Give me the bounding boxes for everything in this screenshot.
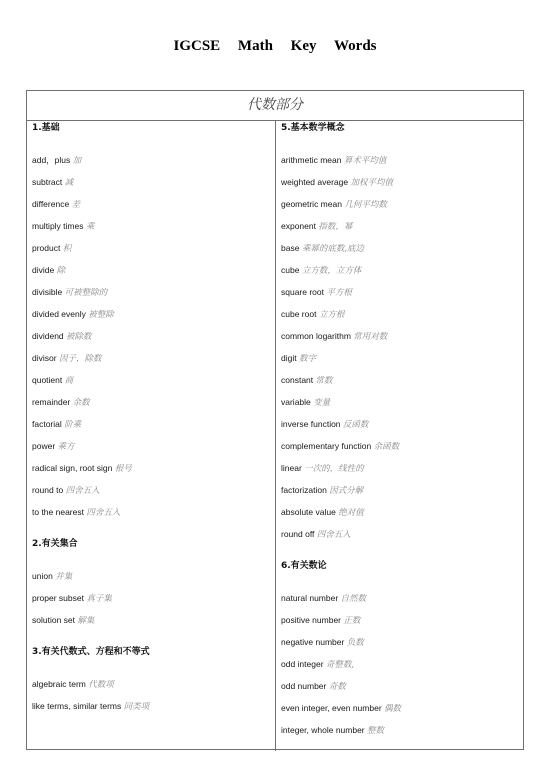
- english-term: subtract: [32, 177, 63, 187]
- chinese-translation: 可被整除的: [64, 288, 108, 298]
- section-title: 6.有关数论: [281, 561, 327, 571]
- english-term: to the nearest: [32, 507, 84, 517]
- vocab-entry: [281, 171, 521, 193]
- vocab-entry: [281, 215, 521, 237]
- vocab-entry: [281, 259, 521, 281]
- english-term: dividend: [32, 331, 64, 341]
- left-column: [32, 121, 272, 751]
- vocab-entry: [281, 479, 521, 501]
- section-spacer: [281, 135, 521, 149]
- chinese-translation: 常数: [315, 376, 333, 386]
- english-term: union: [32, 571, 53, 581]
- chinese-translation: 整数: [367, 726, 385, 736]
- chinese-translation: 数字: [298, 354, 316, 364]
- chinese-translation: 被除数: [66, 332, 92, 342]
- chinese-translation: 负数: [346, 638, 364, 648]
- english-term: radical sign, root sign: [32, 463, 113, 473]
- right-column: [281, 121, 521, 751]
- chinese-translation: 差: [71, 200, 81, 210]
- chinese-translation: 余数: [72, 398, 90, 408]
- chinese-translation: 立方根: [318, 310, 345, 320]
- vocabulary-table: [26, 90, 524, 750]
- vocab-entry: [32, 609, 272, 631]
- english-term: absolute value: [281, 507, 336, 517]
- chinese-translation: 被整除: [88, 310, 114, 320]
- english-term: complementary function: [281, 441, 372, 451]
- section-title: 3.有关代数式、方程和不等式: [32, 647, 150, 657]
- vocab-entry: [32, 303, 272, 325]
- section-title: 5.基本数学概念: [281, 123, 345, 133]
- english-term: proper subset: [32, 593, 84, 603]
- section-spacer: [281, 573, 521, 587]
- chinese-translation: 商: [64, 376, 74, 386]
- vocab-entry: [32, 479, 272, 501]
- english-term: natural number: [281, 593, 339, 603]
- chinese-translation: 反函数: [342, 420, 369, 430]
- english-term: constant: [281, 375, 314, 385]
- chinese-translation: 真子集: [86, 594, 112, 604]
- vocab-entry: [281, 523, 521, 545]
- page-title: IGCSE Math Key Words: [173, 38, 377, 54]
- chinese-translation: 乘方: [57, 442, 75, 452]
- chinese-translation: 减: [64, 178, 74, 188]
- vocab-entry: [281, 193, 521, 215]
- vocab-entry: [32, 347, 272, 369]
- chinese-translation: 余函数: [373, 442, 400, 452]
- chinese-translation: 立方数，立方体: [301, 266, 362, 276]
- vocab-entry: [32, 325, 272, 347]
- english-term: difference: [32, 199, 70, 209]
- english-term: even integer, even number: [281, 703, 382, 713]
- chinese-translation: 积: [62, 244, 72, 254]
- vocab-entry: [281, 631, 521, 653]
- chinese-translation: 加权平均值: [350, 178, 393, 188]
- vocab-entry: [32, 391, 272, 413]
- english-term: arithmetic mean: [281, 155, 342, 165]
- vocab-entry: [32, 501, 272, 523]
- english-term: divisor: [32, 353, 57, 363]
- english-term: quotient: [32, 375, 63, 385]
- vocab-entry: [32, 695, 272, 717]
- chinese-translation: 因式分解: [329, 486, 364, 496]
- vocab-entry: [281, 697, 521, 719]
- section-gap: [281, 545, 521, 559]
- english-term: odd number: [281, 681, 327, 691]
- vocab-entry: [281, 391, 521, 413]
- chinese-translation: 变量: [313, 398, 331, 408]
- vocab-entry: [281, 325, 521, 347]
- vocab-entry: [281, 347, 521, 369]
- english-term: digit: [281, 353, 297, 363]
- table-header: 代数部分: [27, 91, 523, 121]
- vocab-entry: [32, 281, 272, 303]
- chinese-translation: 平方根: [326, 288, 352, 298]
- vocab-entry: [281, 303, 521, 325]
- vocab-entry: [281, 587, 521, 609]
- vocab-entry: [281, 369, 521, 391]
- chinese-translation: 一次的，线性的: [304, 464, 364, 474]
- chinese-translation: 四舍五入: [316, 530, 351, 540]
- chinese-translation: 加: [72, 156, 82, 166]
- vocab-entry: [32, 435, 272, 457]
- chinese-translation: 绝对值: [338, 508, 364, 518]
- english-term: divide: [32, 265, 55, 275]
- english-term: variable: [281, 397, 311, 407]
- english-term: divided evenly: [32, 309, 86, 319]
- english-term: negative number: [281, 637, 345, 647]
- english-term: odd integer: [281, 659, 324, 669]
- vocab-entry: [281, 719, 521, 741]
- english-term: round off: [281, 529, 315, 539]
- english-term: inverse function: [281, 419, 341, 429]
- vocab-entry: [281, 237, 521, 259]
- english-term: square root: [281, 287, 324, 297]
- english-term: add，plus: [32, 155, 71, 165]
- vocab-entry: [32, 369, 272, 391]
- english-term: remainder: [32, 397, 71, 407]
- section-gap: [32, 631, 272, 645]
- vocab-entry: [281, 457, 521, 479]
- vocab-entry: [281, 609, 521, 631]
- vocab-entry: [32, 413, 272, 435]
- vocab-entry: [281, 435, 521, 457]
- chinese-translation: 自然数: [340, 594, 367, 604]
- chinese-translation: 根号: [114, 464, 132, 474]
- chinese-translation: 同类项: [123, 702, 150, 712]
- vocab-entry: [32, 673, 272, 695]
- english-term: round to: [32, 485, 64, 495]
- section-spacer: [32, 659, 272, 673]
- english-term: geometric mean: [281, 199, 342, 209]
- vocab-entry: [32, 215, 272, 237]
- vocab-entry: [281, 413, 521, 435]
- chinese-translation: 正数: [343, 616, 361, 626]
- english-term: common logarithm: [281, 331, 351, 341]
- english-term: exponent: [281, 221, 316, 231]
- section-spacer: [32, 551, 272, 565]
- vocab-entry: [32, 587, 272, 609]
- chinese-translation: 并集: [55, 572, 73, 582]
- english-term: power: [32, 441, 56, 451]
- english-term: cube root: [281, 309, 317, 319]
- chinese-translation: 常用对数: [353, 332, 388, 342]
- chinese-translation: 算术平均值: [343, 156, 387, 166]
- english-term: product: [32, 243, 61, 253]
- english-term: cube: [281, 265, 300, 275]
- vocab-entry: [32, 237, 272, 259]
- english-term: multiply times: [32, 221, 84, 231]
- chinese-translation: 四舍五入: [86, 508, 121, 518]
- english-term: positive number: [281, 615, 342, 625]
- english-term: algebraic term: [32, 679, 86, 689]
- chinese-translation: 偶数: [384, 704, 402, 714]
- english-term: factorization: [281, 485, 327, 495]
- english-term: base: [281, 243, 300, 253]
- vocab-entry: [281, 501, 521, 523]
- column-divider: [275, 121, 276, 751]
- section-gap: [32, 523, 272, 537]
- chinese-translation: 指数，幂: [318, 222, 353, 232]
- vocab-entry: [281, 281, 521, 303]
- english-term: divisible: [32, 287, 63, 297]
- section-spacer: [32, 135, 272, 149]
- vocab-entry: [32, 171, 272, 193]
- chinese-translation: 解集: [77, 616, 95, 626]
- chinese-translation: 乘: [85, 222, 95, 232]
- vocab-entry: [32, 193, 272, 215]
- section-title: 2.有关集合: [32, 539, 78, 549]
- chinese-translation: 四舍五入: [65, 486, 100, 496]
- vocab-entry: [281, 149, 521, 171]
- english-term: factorial: [32, 419, 62, 429]
- vocab-entry: [32, 149, 272, 171]
- english-term: linear: [281, 463, 302, 473]
- vocab-entry: [281, 653, 521, 675]
- vocab-entry: [32, 565, 272, 587]
- english-term: weighted average: [281, 177, 349, 187]
- section-title: 1.基础: [32, 123, 60, 133]
- vocab-entry: [281, 675, 521, 697]
- chinese-translation: 除: [56, 266, 66, 276]
- chinese-translation: 阶乘: [64, 420, 82, 430]
- vocab-entry: [32, 457, 272, 479]
- chinese-translation: 代数项: [88, 680, 114, 690]
- chinese-translation: 乘幂的底数,底边: [301, 244, 365, 254]
- chinese-translation: 奇整数,: [325, 660, 355, 670]
- table-body: [27, 121, 523, 751]
- english-term: integer, whole number: [281, 725, 365, 735]
- english-term: solution set: [32, 615, 75, 625]
- chinese-translation: 奇数: [328, 682, 346, 692]
- chinese-translation: 因子，除数: [58, 354, 102, 364]
- chinese-translation: 几何平均数: [344, 200, 387, 210]
- vocab-entry: [32, 259, 272, 281]
- english-term: like terms, similar terms: [32, 701, 122, 711]
